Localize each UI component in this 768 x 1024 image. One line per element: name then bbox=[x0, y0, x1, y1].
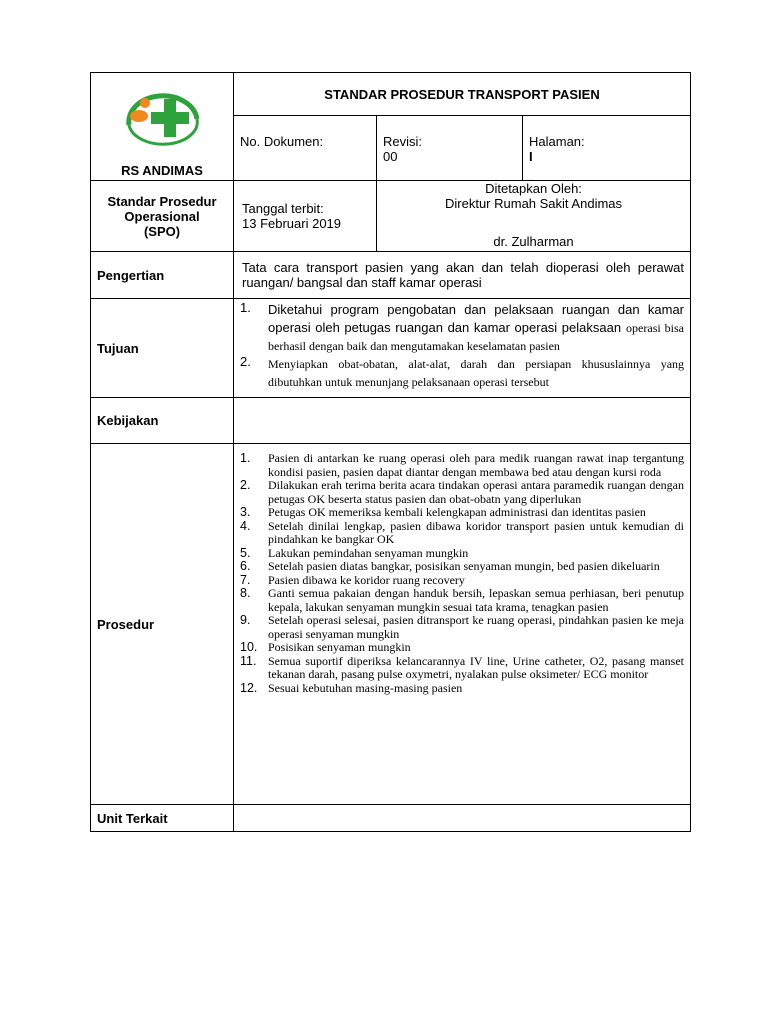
list-item-number: 1. bbox=[240, 300, 251, 315]
spo-label-line2: Operasional bbox=[124, 208, 200, 224]
list-item-text: Pasien dibawa ke koridor ruang recovery bbox=[268, 572, 465, 587]
list-item-text: Pasien di antarkan ke ruang operasi oleh para medik ruangan rawat inap tergantung kondisi pasien, pasien dapat diantar dengan membawa bed atau dengan kursi roda bbox=[268, 451, 685, 479]
spo-document bbox=[90, 72, 690, 832]
unit-terkait-text bbox=[234, 805, 691, 832]
list-item-number: 2. bbox=[240, 478, 251, 492]
list-item-text: Ganti semua pakaian dengan handuk bersih, lepaskan semua perhiasan, beri penutup kepala, lakukan senyaman mungkin sesuai tata krama, tenagkan pasien bbox=[268, 586, 685, 614]
list-item-number: 8. bbox=[240, 586, 251, 600]
spo-label-line1: Standar Prosedur bbox=[107, 193, 217, 209]
signatory-name: dr. Zulharman bbox=[493, 234, 574, 249]
revisi-value: 00 bbox=[383, 149, 398, 164]
tujuan-label: Tujuan bbox=[91, 299, 234, 398]
tanggal-terbit-cell bbox=[234, 181, 377, 252]
no-dokumen-label: No. Dokumen: bbox=[240, 134, 324, 149]
pengertian-text: Tata cara transport pasien yang akan dan telah dioperasi oleh perawat ruangan/ bangsal dan staff kamar operasi bbox=[234, 252, 691, 299]
list-item bbox=[240, 682, 684, 696]
list-item-text: Semua suportif diperiksa kelancarannya IV line, Urine catheter, O2, pasang manset tekanan darah, pasang pulse oxymetri, nyalakan pulse oksimeter/ ECG monitor bbox=[268, 653, 685, 681]
list-item bbox=[240, 614, 684, 641]
list-item bbox=[240, 479, 684, 506]
list-item bbox=[240, 301, 684, 355]
kebijakan-text bbox=[234, 398, 691, 444]
list-item bbox=[240, 641, 684, 655]
list-item-text: Sesuai kebutuhan masing-masing pasien bbox=[268, 680, 463, 695]
list-item bbox=[240, 655, 684, 682]
medical-cross-logo-icon bbox=[117, 89, 207, 149]
list-item-number: 12. bbox=[240, 680, 258, 695]
tujuan-list bbox=[240, 301, 684, 391]
list-item bbox=[240, 452, 684, 479]
tanggal-terbit-value: 13 Februari 2019 bbox=[242, 216, 342, 231]
kebijakan-label: Kebijakan bbox=[91, 398, 234, 444]
spo-label-cell bbox=[91, 181, 234, 252]
list-item-text: Petugas OK memeriksa kembali kelengkapan administrasi dan identitas pasien bbox=[268, 505, 646, 519]
list-item-number: 4. bbox=[240, 518, 251, 533]
ditetapkan-value: Direktur Rumah Sakit Andimas bbox=[445, 196, 623, 211]
halaman-value: I bbox=[529, 149, 533, 164]
list-item-text: Posisikan senyaman mungkin bbox=[268, 640, 411, 654]
list-item bbox=[240, 547, 684, 561]
document-title: STANDAR PROSEDUR TRANSPORT PASIEN bbox=[234, 73, 691, 116]
prosedur-label: Prosedur bbox=[91, 444, 234, 805]
list-item bbox=[240, 520, 684, 547]
list-item-text: Diketahui program pengobatan dan pelaksaan ruangan dan kamar operasi oleh petugas ruangan dan kamar operasi pelaksaan bbox=[268, 302, 685, 335]
list-item-text: Lakukan pemindahan senyaman mungkin bbox=[268, 545, 469, 560]
list-item-number: 3. bbox=[240, 505, 251, 519]
halaman-cell bbox=[523, 116, 691, 181]
prosedur-cell bbox=[234, 444, 691, 805]
list-item-number: 7. bbox=[240, 572, 251, 587]
revisi-cell bbox=[377, 116, 523, 181]
pengertian-label: Pengertian bbox=[91, 252, 234, 299]
list-item bbox=[240, 506, 684, 520]
list-item-number: 2. bbox=[240, 354, 251, 369]
list-item-number: 1. bbox=[240, 451, 251, 465]
logo-cell bbox=[91, 73, 234, 181]
hospital-name: RS ANDIMAS bbox=[121, 163, 203, 178]
halaman-label: Halaman: bbox=[529, 134, 585, 149]
list-item-number: 5. bbox=[240, 545, 251, 560]
spo-table bbox=[90, 72, 691, 832]
list-item-number: 6. bbox=[240, 559, 251, 573]
list-item-text: Setelah operasi selesai, pasien ditransport ke ruang operasi, pindahkan pasien ke meja operasi senyaman mungkin bbox=[268, 613, 685, 641]
list-item bbox=[240, 560, 684, 574]
spo-label-line3: (SPO) bbox=[143, 223, 181, 239]
list-item bbox=[240, 355, 684, 391]
list-item-number: 10. bbox=[240, 640, 258, 654]
list-item-text: Setelah pasien diatas bangkar, posisikan senyaman mungin, bed pasien dikeluarin bbox=[268, 559, 660, 573]
list-item bbox=[240, 574, 684, 588]
list-item bbox=[240, 587, 684, 614]
ditetapkan-cell bbox=[377, 181, 691, 252]
unit-terkait-label: Unit Terkait bbox=[91, 805, 234, 832]
no-dokumen-cell bbox=[234, 116, 377, 181]
list-item-text: Dilakukan erah terima berita acara tindakan operasi antara paramedik ruangan dengan petugas OK beserta status pasien dan obat-obatn yang diperlukan bbox=[268, 478, 685, 506]
list-item-number: 11. bbox=[240, 653, 257, 668]
tujuan-cell bbox=[234, 299, 691, 398]
revisi-label: Revisi: bbox=[383, 134, 423, 149]
prosedur-list bbox=[240, 452, 684, 695]
list-item-text-continued: operasi bisa berhasil dengan baik dan mengutamakan keselamatan pasien bbox=[268, 321, 685, 353]
tanggal-terbit-label: Tanggal terbit: bbox=[242, 201, 324, 216]
ditetapkan-label: Ditetapkan Oleh: bbox=[485, 181, 582, 196]
list-item-text: Menyiapkan obat-obatan, alat-alat, darah dan persiapan khususlainnya yang dibutuhkan untuk menunjang pelaksanaan operasi tersebut bbox=[268, 357, 685, 389]
list-item-text: Setelah dinilai lengkap, pasien dibawa koridor transport pasien untuk kemudian di pindahkan ke bangkar OK bbox=[268, 518, 685, 546]
list-item-number: 9. bbox=[240, 613, 251, 627]
